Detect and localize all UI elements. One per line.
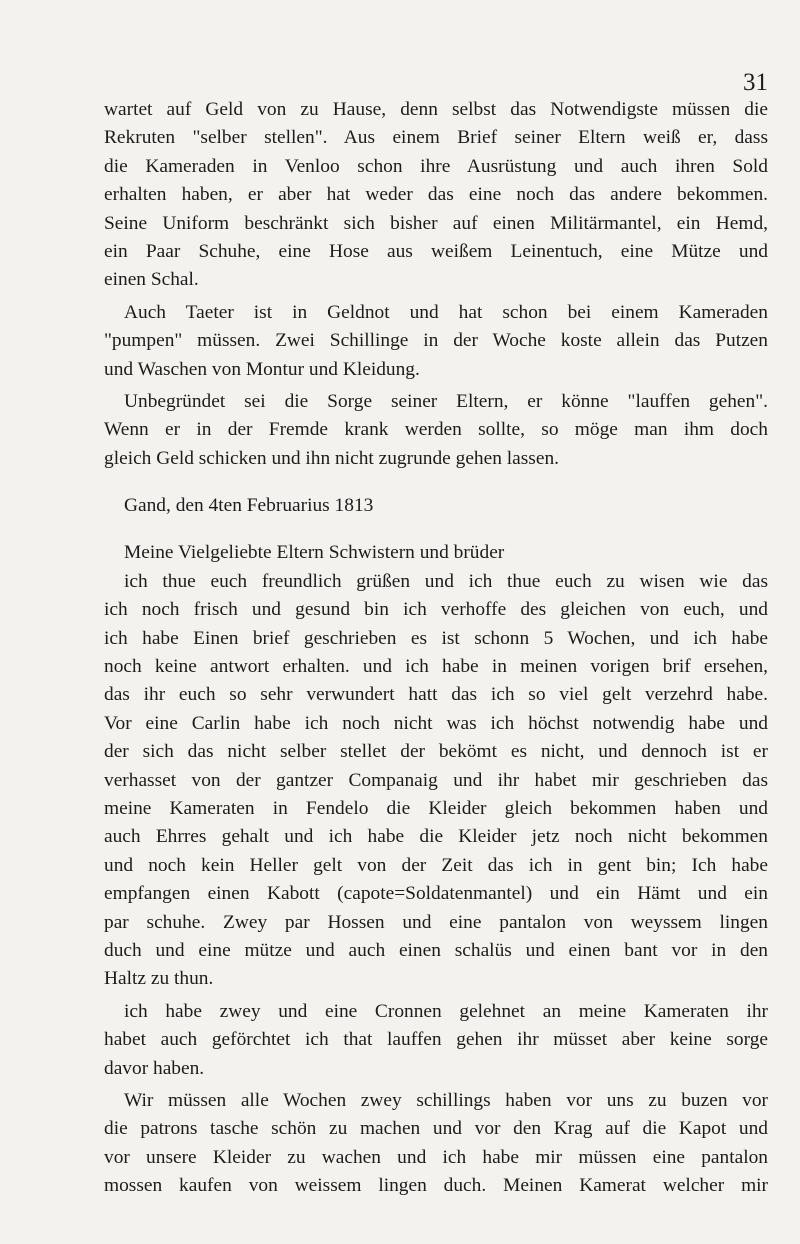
text-line: ein Paar Schuhe, eine Hose aus weißem Leinentuch, eine Mütze und <box>104 240 768 262</box>
text-line: par schuhe. Zwey par Hossen und eine pantalon von weyssem lingen <box>104 911 768 933</box>
text-line: der sich das nicht selber stellet der bekömt es nicht, und dennoch ist er <box>104 741 768 763</box>
text-line: und Waschen von Montur und Kleidung. <box>104 358 420 380</box>
text-line: mossen kaufen von weissem lingen duch. Meinen Kamerat welcher mir <box>104 1175 768 1197</box>
text-line: die Kameraden in Venloo schon ihre Ausrüstung und auch ihren Sold <box>104 155 768 177</box>
text-line: ich habe zwey und eine Cronnen gelehnet an meine Kameraten ihr <box>124 1000 768 1022</box>
text-line: ich habe Einen brief geschrieben es ist schonn 5 Wochen, und ich habe <box>104 627 768 649</box>
text-line: Rekruten "selber stellen". Aus einem Brief seiner Eltern weiß er, dass <box>104 127 768 149</box>
text-line: vor unsere Kleider zu wachen und ich habe mir müssen eine pantalon <box>104 1146 768 1168</box>
text-line: Vor eine Carlin habe ich noch nicht was ich höchst notwendig habe und <box>104 712 768 734</box>
text-line: noch keine antwort erhalten. und ich habe in meinen vorigen brif ersehen, <box>104 656 768 678</box>
text-line: Wenn er in der Fremde krank werden sollte, so möge man ihm doch <box>104 419 768 441</box>
text-line: habet auch geförchtet ich that lauffen gehen ihr müsset aber keine sorge <box>104 1029 768 1051</box>
text-line: Haltz zu thun. <box>104 968 214 990</box>
text-line: einen Schal. <box>104 269 199 291</box>
text-line: das ihr euch so sehr verwundert hatt das ich so viel gelt verzehrd habe. <box>104 684 768 706</box>
text-line: erhalten haben, er aber hat weder das eine noch das andere bekommen. <box>104 184 768 206</box>
text-line: die patrons tasche schön zu machen und vor den Krag auf die Kapot und <box>104 1118 768 1140</box>
text-line: wartet auf Geld von zu Hause, denn selbst das Notwendigste müssen die <box>104 99 768 120</box>
text-line: duch und eine mütze und auch einen schalüs und einen bant vor in den <box>104 939 768 961</box>
text-line: meine Kameraten in Fendelo die Kleider gleich bekommen haben und <box>104 797 768 819</box>
letter-date: Gand, den 4ten Februarius 1813 <box>124 495 374 517</box>
text-line: und noch kein Heller gelt von der Zeit das ich in gent bin; Ich habe <box>104 854 768 876</box>
text-line: gleich Geld schicken und ihn nicht zugrunde gehen lassen. <box>104 447 560 469</box>
text-line: Unbegründet sei die Sorge seiner Eltern, er könne "lauffen gehen". <box>124 390 768 412</box>
text-line: empfangen einen Kabott (capote=Soldatenmantel) und ein Hämt und ein <box>104 883 768 905</box>
text-line: Wir müssen alle Wochen zwey schillings haben vor uns zu buzen vor <box>124 1089 768 1111</box>
text-line: davor haben. <box>104 1057 205 1079</box>
text-line: verhasset von der gantzer Companaig und ihr habet mir geschrieben das <box>104 769 768 791</box>
text-line: "pumpen" müssen. Zwei Schillinge in der Woche koste allein das Putzen <box>104 330 768 352</box>
body-text <box>104 96 768 1200</box>
text-line: auch Ehrres gehalt und ich habe die Kleider jetz noch nicht bekommen <box>104 826 768 848</box>
text-line: ich noch frisch und gesund bin ich verhoffe des gleichen von euch, und <box>104 599 768 621</box>
page-number: 31 <box>743 69 768 96</box>
text-line: ich thue euch freundlich grüßen und ich thue euch zu wisen wie das <box>124 570 768 592</box>
letter-salutation: Meine Vielgeliebte Eltern Schwistern und brüder <box>124 542 505 564</box>
text-line: Seine Uniform beschränkt sich bisher auf einen Militärmantel, ein Hemd, <box>104 212 768 234</box>
text-line: Auch Taeter ist in Geldnot und hat schon bei einem Kameraden <box>124 301 768 323</box>
